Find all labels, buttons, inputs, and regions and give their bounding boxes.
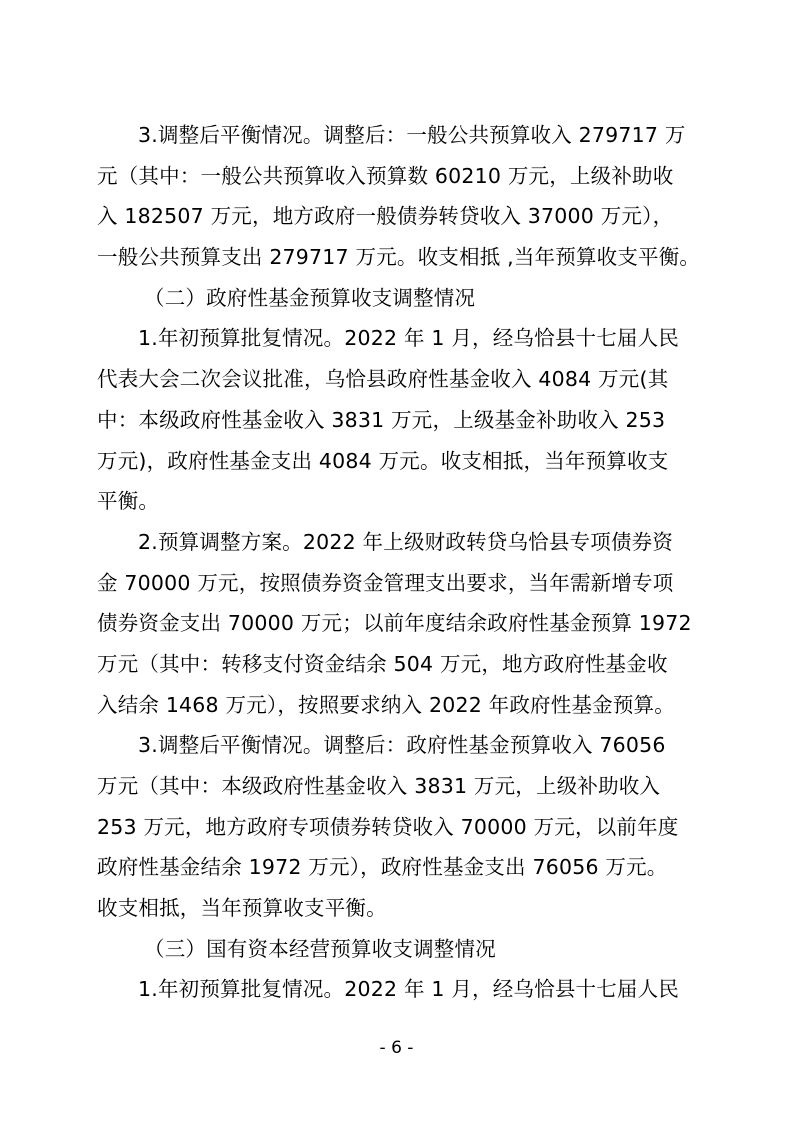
text-line-15: 入结余 1468 万元），按照要求纳入 2022 年政府性基金预算。 [97, 692, 675, 717]
page-number: - 6 - [379, 1038, 414, 1058]
text-line-11: 2.预算调整方案。2022 年上级财政转贷乌恰县专项债券资 [138, 529, 674, 554]
section-heading-government-fund: （二）政府性基金预算收支调整情况 [144, 285, 476, 310]
text-line-20: 收支相抵，当年预算收支平衡。 [97, 896, 387, 921]
text-line-17: 万元（其中：本级政府性基金收入 3831 万元，上级补助收入 [97, 774, 661, 798]
text-line-12: 金 70000 万元，按照债券资金管理支出要求，当年需新增专项 [97, 570, 674, 595]
text-line-13: 债券资金支出 70000 万元；以前年度结余政府性基金预算 1972 [97, 611, 692, 636]
section-heading-state-capital: （三）国有资本经营预算收支调整情况 [144, 936, 496, 961]
text-line-18: 253 万元，地方政府专项债券转贷收入 70000 万元，以前年度 [97, 814, 679, 839]
text-line-22: 1.年初预算批复情况。2022 年 1 月，经乌恰县十七届人民 [138, 977, 680, 1002]
text-line-7: 代表大会二次会议批准，乌恰县政府性基金收入 4084 万元(其 [97, 367, 669, 392]
text-line-1: 3.调整后平衡情况。调整后：一般公共预算收入 279717 万 [138, 123, 686, 147]
text-line-4: 一般公共预算支出 279717 万元。收支相抵 ,当年预算收支平衡。 [97, 245, 701, 270]
text-line-14: 万元（其中：转移支付资金结余 504 万元，地方政府性基金收 [97, 651, 668, 676]
page-body [97, 115, 701, 1010]
text-line-19: 政府性基金结余 1972 万元），政府性基金支出 76056 万元。 [97, 855, 668, 880]
text-line-9: 万元)，政府性基金支出 4084 万元。收支相抵，当年预算收支 [97, 448, 669, 473]
text-line-16: 3.调整后平衡情况。调整后：政府性基金预算收入 76056 [138, 733, 666, 758]
text-line-10: 平衡。 [97, 489, 160, 514]
text-line-2: 元（其中：一般公共预算收入预算数 60210 万元，上级补助收 [97, 163, 674, 188]
text-line-8: 中：本级政府性基金收入 3831 万元，上级基金补助收入 253 [97, 407, 666, 432]
text-line-3: 入 182507 万元，地方政府一般债券转贷收入 37000 万元）， [97, 204, 674, 229]
text-line-6: 1.年初预算批复情况。2022 年 1 月，经乌恰县十七届人民 [138, 326, 680, 351]
